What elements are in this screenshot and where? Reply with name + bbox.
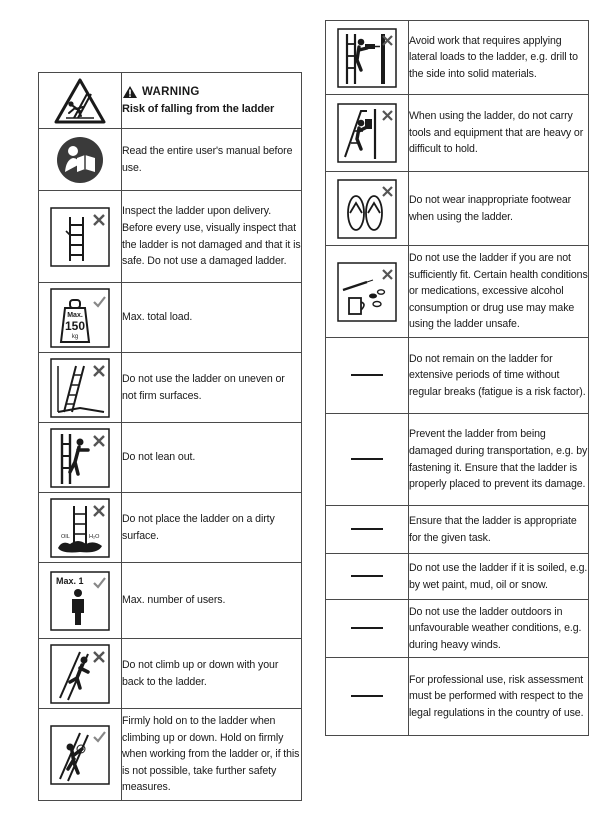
- dash-icon: [351, 575, 383, 577]
- warning-text-cell: [122, 73, 302, 129]
- warning-subtitle: Risk of falling from the ladder: [122, 102, 275, 115]
- row-text: Firmly hold on to the ladder when climbing up or down. Hold on firmly when working from the ladder or, if this is not possible, take further safety measures.: [122, 709, 302, 801]
- row-text: Do not wear inappropriate footwear when using the ladder.: [409, 172, 589, 246]
- dash-icon: [351, 528, 383, 530]
- table-row: [39, 563, 302, 639]
- row-text: Inspect the ladder upon delivery. Before every use, visually inspect that the ladder is not damaged and that it is safe. Do not use a damaged ladder.: [122, 191, 302, 283]
- inspect-ladder-icon: [50, 207, 110, 267]
- row-text: Ensure that the ladder is appropriate for the given task.: [409, 506, 589, 554]
- table-row: [39, 423, 302, 493]
- fitness-medication-icon: [337, 262, 397, 322]
- row-text: Do not lean out.: [122, 423, 302, 493]
- warning-title: WARNING: [142, 85, 200, 98]
- row-text: Max. total load.: [122, 283, 302, 353]
- table-row: [326, 338, 589, 414]
- row-text: Max. number of users.: [122, 563, 302, 639]
- dash-icon: [351, 458, 383, 460]
- water-label: H₂O: [89, 533, 100, 540]
- warning-icon-cell: [39, 73, 122, 129]
- carry-tools-icon: [337, 103, 397, 163]
- row-text: Read the entire user's manual before use.: [122, 129, 302, 191]
- dash-icon: [351, 695, 383, 697]
- safety-table-left: [38, 72, 302, 801]
- row-text: Avoid work that requires applying lateral loads to the ladder, e.g. drill to the side into solid materials.: [409, 21, 589, 95]
- dash-icon: [351, 627, 383, 629]
- uneven-surface-icon: [50, 358, 110, 418]
- back-to-ladder-icon: [50, 644, 110, 704]
- footwear-icon: [337, 179, 397, 239]
- row-text: Do not use the ladder outdoors in unfavourable weather conditions, e.g. during heavy winds.: [409, 600, 589, 658]
- table-row: [326, 554, 589, 600]
- weight-value: 150: [64, 318, 86, 333]
- table-row: [326, 414, 589, 506]
- max-users-icon: [50, 571, 110, 631]
- row-text: Do not use the ladder on uneven or not firm surfaces.: [122, 353, 302, 423]
- row-text: For professional use, risk assessment must be performed with respect to the legal regulations in the country of use.: [409, 658, 589, 736]
- row-text: Do not place the ladder on a dirty surface.: [122, 493, 302, 563]
- table-row: [39, 129, 302, 191]
- table-row: [39, 493, 302, 563]
- oil-label: OIL: [61, 533, 70, 540]
- dirty-surface-icon: [50, 498, 110, 558]
- max-users-label: Max. 1: [56, 575, 84, 586]
- weight-unit: kg: [71, 333, 79, 340]
- table-row: [326, 21, 589, 95]
- table-row: [326, 658, 589, 736]
- lateral-load-drill-icon: [337, 28, 397, 88]
- manual-book-icon: [56, 136, 104, 184]
- table-row: [326, 95, 589, 172]
- table-row: [39, 353, 302, 423]
- max-load-weight-icon: [50, 288, 110, 348]
- warning-triangle-icon: [122, 85, 138, 99]
- row-text: Do not climb up or down with your back to the ladder.: [122, 639, 302, 709]
- hold-on-icon: [50, 725, 110, 785]
- table-row: [39, 283, 302, 353]
- warning-row: [39, 73, 302, 129]
- no-lean-out-icon: [50, 428, 110, 488]
- table-row: [39, 191, 302, 283]
- safety-table-right: [325, 20, 589, 736]
- table-row: [39, 709, 302, 801]
- dash-icon: [351, 374, 383, 376]
- weight-max-label: Max.: [67, 311, 83, 319]
- table-row: [326, 172, 589, 246]
- table-row: [326, 246, 589, 338]
- row-text: Do not remain on the ladder for extensive periods of time without regular breaks (fatigue is a risk factor).: [409, 338, 589, 414]
- row-text: Prevent the ladder from being damaged during transportation, e.g. by fastening it. Ensure that the ladder is properly placed to prevent its damage.: [409, 414, 589, 506]
- table-row: [326, 506, 589, 554]
- row-text: Do not use the ladder if it is soiled, e.g. by wet paint, mud, oil or snow.: [409, 554, 589, 600]
- table-row: [326, 600, 589, 658]
- row-text: Do not use the ladder if you are not sufficiently fit. Certain health conditions or medications, excessive alcohol consumption or drug use may make using the ladder unsafe.: [409, 246, 589, 338]
- falling-person-warning-icon: [54, 78, 106, 124]
- row-text: When using the ladder, do not carry tools and equipment that are heavy or difficult to hold.: [409, 95, 589, 172]
- table-row: [39, 639, 302, 709]
